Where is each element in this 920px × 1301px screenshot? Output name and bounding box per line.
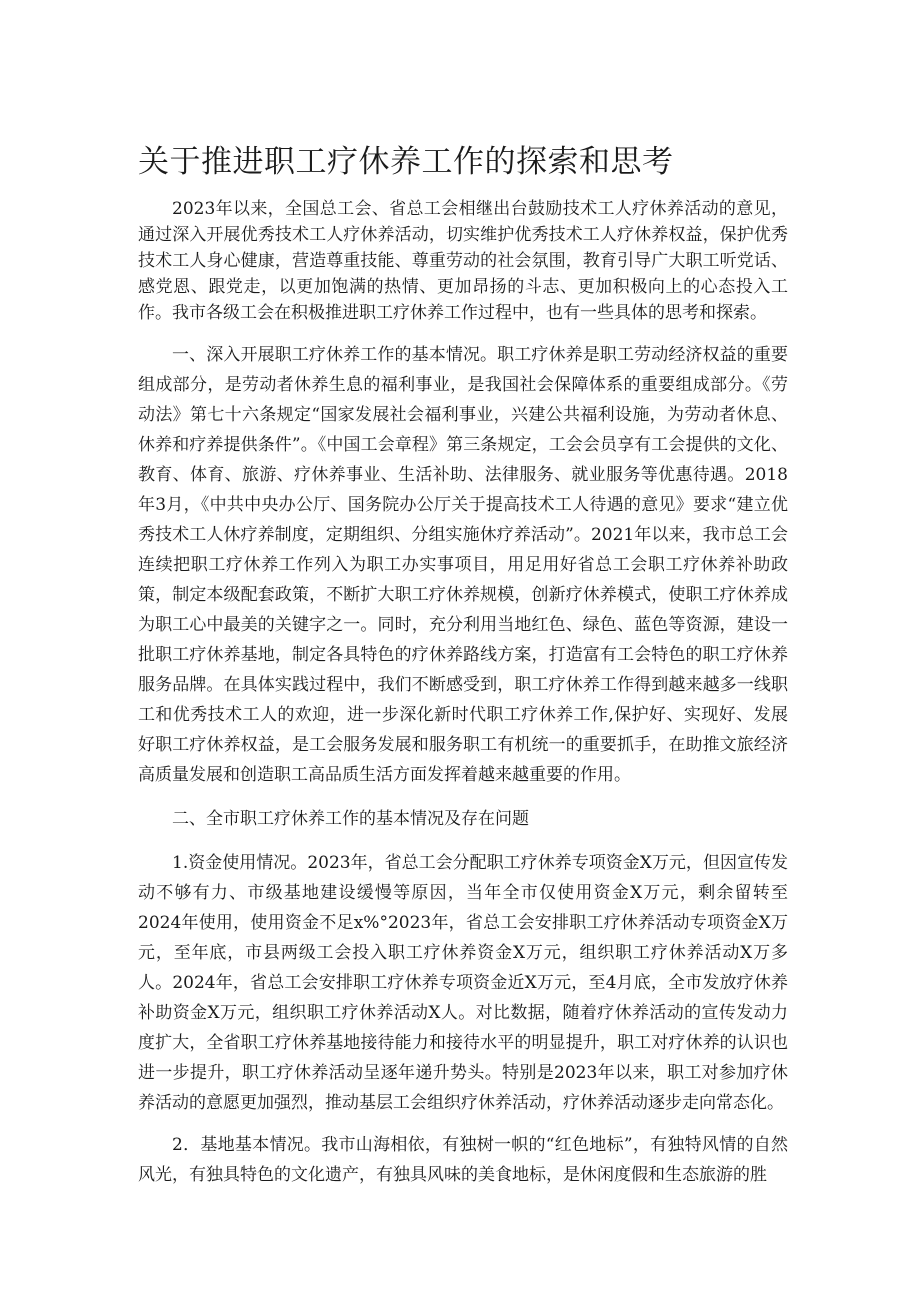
paragraph-base-situation: 2．基地基本情况。我市山海相依，有独树一帜的“红色地标”，有独特风情的自然风光，有独具特色的文化遗产，有独具风味的美食地标，是休闲度假和生态旅游的胜 bbox=[138, 1135, 788, 1185]
paragraph-funds-usage: 1.资金使用情况。2023年，省总工会分配职工疗休养专项资金X万元，但因宣传发动不够有力、市级基地建设缓慢等原因，当年全市仅使用资金X万元，剩余留转至2024年使用，使用资金不足x%°2023年，省总工会安排职工疗休养活动专项资金X万元，至年底，市县两级工会投入职工疗休养资金X万元，组织职工疗休养活动X万多人。2024年，省总工会安排职工疗休养专项资金近X万元，至4月底，全市发放疗休养补助资金X万元，组织职工疗休养活动X人。对比数据，随着疗休养活动的宣传发动力度扩大，全省职工疗休养基地接待能力和接待水平的明显提升，职工对疗休养的认识也进一步提升，职工疗休养活动呈逐年递升势头。特别是2023年以来，职工对参加疗休养活动的意愿更加强烈，推动基层工会组织疗休养活动，疗休养活动逐步走向常态化。 bbox=[138, 853, 788, 1113]
document-title: 关于推进职工疗休养工作的探索和思考 bbox=[138, 144, 674, 180]
paragraph-intro: 2023年以来，全国总工会、省总工会相继出台鼓励技术工人疗休养活动的意见，通过深入开展优秀技术工人疗休养活动，切实维护优秀技术工人疗休养权益，保护优秀技术工人身心健康，营造尊重技能、尊重劳动的社会氛围，教育引导广大职工听党话、感党恩、跟党走，以更加饱满的热情、更加昂扬的斗志、更加积极向上的心态投入工作。我市各级工会在积极推进职工疗休养工作过程中，也有一些具体的思考和探索。 bbox=[138, 199, 788, 323]
document-body bbox=[138, 196, 788, 1190]
paragraph-section-one: 一、深入开展职工疗休养工作的基本情况。职工疗休养是职工劳动经济权益的重要组成部分，是劳动者休养生息的福利事业，是我国社会保障体系的重要组成部分。《劳动法》第七十六条规定“国家发展社会福利事业，兴建公共福利设施，为劳动者休息、休养和疗养提供条件”。《中国工会章程》第三条规定，工会会员享有工会提供的文化、教育、体育、旅游、疗休养事业、生活补助、法律服务、就业服务等优惠待遇。2018年3月，《中共中央办公厅、国务院办公厅关于提高技术工人待遇的意见》要求“建立优秀技术工人休疗养制度，定期组织、分组实施休疗养活动”。2021年以来，我市总工会连续把职工疗休养工作列入为职工办实事项目，用足用好省总工会职工疗休养补助政策，制定本级配套政策，不断扩大职工疗休养规模，创新疗休养模式，使职工疗休养成为职工心中最美的关键字之一。同时，充分利用当地红色、绿色、蓝色等资源，建设一批职工疗休养基地，制定各具特色的疗休养路线方案，打造富有工会特色的职工疗休养服务品牌。在具体实践过程中，我们不断感受到，职工疗休养工作得到越来越多一线职工和优秀技术工人的欢迎，进一步深化新时代职工疗休养工作,保护好、实现好、发展好职工疗休养权益，是工会服务发展和服务职工有机统一的重要抓手，在助推文旅经济高质量发展和创造职工高品质生活方面发挥着越来越重要的作用。 bbox=[138, 345, 788, 785]
heading-section-two: 二、全市职工疗休养工作的基本情况及存在问题 bbox=[172, 809, 529, 829]
